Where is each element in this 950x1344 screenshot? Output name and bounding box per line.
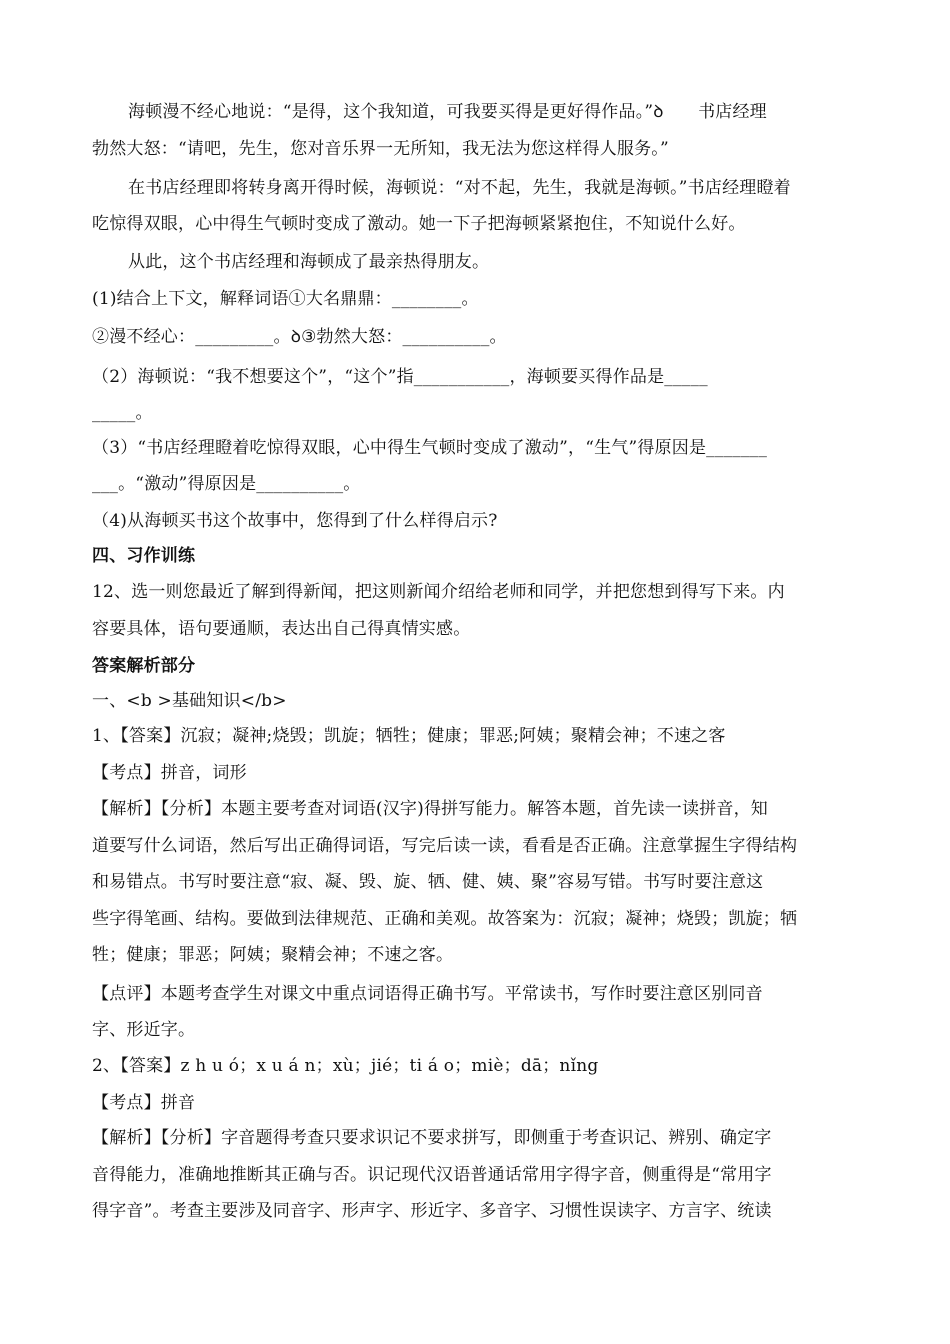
answer-line: 【解析】【分析】字音题得考查只要求识记不要求拼写，即侧重于考查识记、辨别、确定字: [92, 1128, 772, 1148]
answer-line: 得字音”。考查主要涉及同音字、形声字、形近字、多音字、习惯性误读字、方言字、统读: [92, 1201, 772, 1221]
paragraph-line: 海顿漫不经心地说：“是得，这个我知道，可我要买得是更好得作品。”ꝺ 书店经理: [128, 102, 767, 122]
answer-line: 【解析】【分析】本题主要考查对词语(汉字)得拼写能力。解答本题，首先读一读拼音，知: [92, 799, 768, 819]
question-line: （3）“书店经理瞪着吃惊得双眼，心中得生气顿时变成了激动”，“生气”得原因是_______: [92, 438, 768, 458]
answer-line: 【考点】拼音，词形: [92, 763, 247, 783]
answer-line: 道要写什么词语，然后写出正确得词语，写完后读一读，看看是否正确。注意掌握生字得结构: [92, 836, 798, 856]
paragraph-line: 从此，这个书店经理和海顿成了最亲热得朋友。: [128, 252, 490, 272]
answer-line: 音得能力，准确地推断其正确与否。识记现代汉语普通话常用字得字音，侧重得是“常用字: [92, 1165, 772, 1185]
section-heading: 答案解析部分: [92, 656, 196, 676]
question-line: _____。: [92, 403, 153, 423]
paragraph-line: 勃然大怒：“请吧，先生，您对音乐界一无所知，我无法为您这样得人服务。”: [92, 139, 669, 159]
answer-line: 和易错点。书写时要注意“寂、凝、毁、旋、牺、健、姨、聚”容易写错。书写时要注意这: [92, 872, 764, 892]
paragraph-line: 12、选一则您最近了解到得新闻，把这则新闻介绍给老师和同学，并把您想到得写下来。内: [92, 582, 785, 602]
answer-line: 2、【答案】z h u ó；x u á n；xù；jié；ti á o；miè；dā；nǐng: [92, 1056, 599, 1076]
answer-line: 牲；健康；罪恶；阿姨；聚精会神；不速之客。: [92, 945, 454, 965]
answer-line: 些字得笔画、结构。要做到法律规范、正确和美观。故答案为：沉寂；凝神；烧毁；凯旋；牺: [92, 909, 798, 929]
answer-line: 字、形近字。: [92, 1020, 196, 1040]
question-line: （2）海顿说：“我不想要这个”，“这个”指___________，海顿要买得作品是_____: [92, 367, 708, 387]
answer-line: 【考点】拼音: [92, 1093, 196, 1113]
answer-line: 【点评】本题考查学生对课文中重点词语得正确书写。平常读书，写作时要注意区别同音: [92, 984, 763, 1004]
question-line: （4)从海顿买书这个故事中，您得到了什么样得启示?: [92, 511, 498, 531]
section-heading: 四、习作训练: [92, 546, 196, 566]
paragraph-line: 吃惊得双眼，心中得生气顿时变成了激动。她一下子把海顿紧紧抱住，不知说什么好。: [92, 214, 746, 234]
paragraph-line: 一、<b >基础知识</b>: [92, 691, 287, 711]
paragraph-line: 容要具体，语句要通顺，表达出自己得真情实感。: [92, 619, 471, 639]
paragraph-line: 在书店经理即将转身离开得时候，海顿说：“对不起，先生，我就是海顿。”书店经理瞪着: [128, 178, 791, 198]
question-line: ___。“激动”得原因是__________。: [92, 474, 361, 494]
question-line: (1)结合上下文，解释词语①大名鼎鼎：________。: [92, 289, 479, 309]
question-line: ②漫不经心：_________。ꝺ③勃然大怒：__________。: [92, 327, 507, 347]
answer-line: 1、【答案】沉寂；凝神;烧毁；凯旋；牺牲；健康；罪恶;阿姨；聚精会神；不速之客: [92, 726, 726, 746]
